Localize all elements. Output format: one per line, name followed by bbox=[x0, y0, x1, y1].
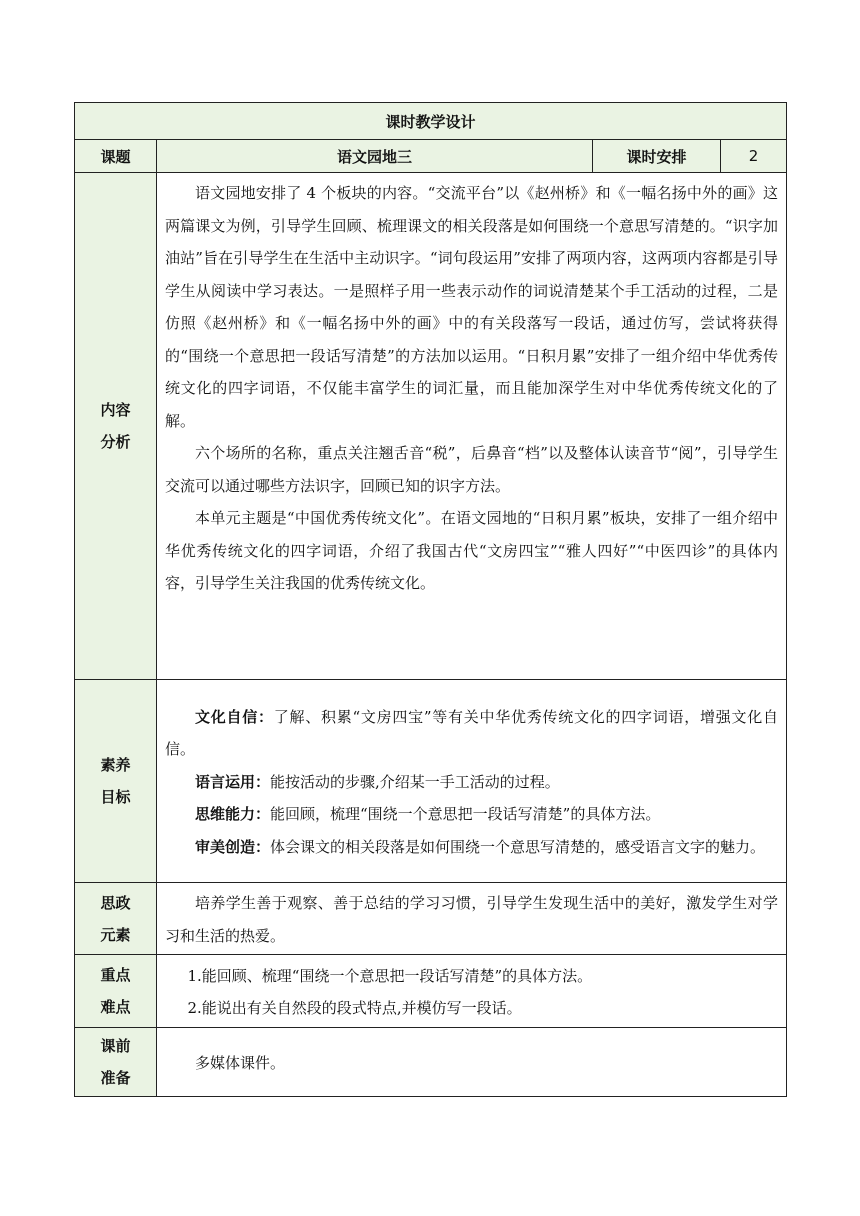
ideology-row bbox=[75, 883, 787, 955]
preparation-text bbox=[157, 1028, 787, 1097]
preparation-row bbox=[75, 1028, 787, 1097]
label-line: 难点 bbox=[100, 998, 131, 1016]
label-line: 思政 bbox=[100, 893, 131, 912]
label-line: 准备 bbox=[100, 1069, 131, 1087]
label-line: 素养 bbox=[100, 756, 131, 774]
paragraph: 多媒体课件。 bbox=[195, 1053, 286, 1072]
paragraph: 语文园地安排了 4 个板块的内容。“交流平台”以《赵州桥》和《一幅名扬中外的画》这两篇课文为例，引导学生回顾、梳理课文的相关段落是如何围绕一个意思写清楚的。“识字加油站”旨在引导学生在生活中主动识字。“词句段运用”安排了两项内容，这两项内容都是引导学生从阅读中学习表达。一是照样子用一些表示动作的词说清楚某个手工活动的过程，二是仿照《赵州桥》和《一幅名扬中外的画》中的有关段落写一段话，通过仿写，尝试将获得的“围绕一个意思把一段话写清楚”的方法加以运用。“日积月累”安排了一组介绍中华优秀传统文化的四字词语，不仅能丰富学生的词汇量，而且能加深学生对中华优秀传统文化的了解。 bbox=[165, 184, 779, 430]
label-line: 课前 bbox=[100, 1037, 131, 1055]
label-line: 重点 bbox=[100, 966, 131, 984]
content-analysis-text bbox=[157, 173, 787, 680]
goal-key: 审美创造： bbox=[195, 837, 271, 856]
goal-item bbox=[165, 831, 778, 864]
title-row bbox=[75, 103, 787, 140]
literacy-goals-row bbox=[75, 680, 787, 883]
goal-text: 体会课文的相关段落是如何围绕一个意思写清楚的，感受语言文字的魅力。 bbox=[270, 837, 766, 856]
topic-label: 课题 bbox=[75, 140, 157, 173]
literacy-goals-text bbox=[157, 680, 787, 883]
key-points-row bbox=[75, 955, 787, 1028]
goal-text: 能回顾，梳理“围绕一个意思把一段话写清楚”的具体方法。 bbox=[270, 805, 661, 824]
key-points-label bbox=[75, 955, 157, 1028]
label-line: 目标 bbox=[100, 788, 131, 806]
goal-item bbox=[165, 766, 778, 799]
ideology-text bbox=[157, 883, 787, 955]
schedule-label: 课时安排 bbox=[593, 140, 721, 173]
goal-text: 了解、积累“文房四宝”等有关中华优秀传统文化的四字词语，增强文化自信。 bbox=[165, 707, 779, 759]
content-analysis-row bbox=[75, 173, 787, 680]
goal-key: 语言运用： bbox=[195, 772, 271, 791]
schedule-value: 2 bbox=[721, 140, 787, 173]
key-point-item: 1.能回顾、梳理“围绕一个意思把一段话写清楚”的具体方法。 bbox=[187, 966, 593, 985]
lesson-design-table-wrapper bbox=[74, 102, 786, 1097]
key-point-item: 2.能说出有关自然段的段式特点,并模仿写一段话。 bbox=[187, 999, 522, 1017]
label-line: 内容 bbox=[100, 401, 131, 419]
goal-item bbox=[165, 798, 778, 831]
literacy-goals-label bbox=[75, 680, 157, 883]
table-title: 课时教学设计 bbox=[75, 103, 787, 140]
preparation-label bbox=[75, 1028, 157, 1097]
paragraph: 本单元主题是“中国优秀传统文化”。在语文园地的“日积月累”板块，安排了一组介绍中华优秀传统文化的四字词语，介绍了我国古代“文房四宝”“雅人四好”“中医四诊”的具体内容，引导学生关注我国的优秀传统文化。 bbox=[165, 509, 779, 592]
label-line: 分析 bbox=[100, 433, 131, 451]
goal-text: 能按活动的步骤,介绍某一手工活动的过程。 bbox=[270, 772, 560, 791]
topic-value: 语文园地三 bbox=[157, 140, 593, 173]
label-line: 元素 bbox=[100, 925, 131, 944]
paragraph: 培养学生善于观察、善于总结的学习习惯，引导学生发现生活中的美好，激发学生对学习和生活的热爱。 bbox=[165, 894, 779, 945]
goal-key: 思维能力： bbox=[195, 805, 271, 824]
ideology-label bbox=[75, 883, 157, 955]
paragraph: 六个场所的名称，重点关注翘舌音“税”，后鼻音“档”以及整体认读音节“阅”，引导学生交流可以通过哪些方法识字，回顾已知的识字方法。 bbox=[165, 444, 779, 495]
goal-item bbox=[165, 701, 778, 766]
key-points-text bbox=[157, 955, 787, 1028]
lesson-design-table bbox=[74, 102, 787, 1097]
topic-row bbox=[75, 140, 787, 173]
content-analysis-label bbox=[75, 173, 157, 680]
goal-key: 文化自信： bbox=[195, 707, 274, 726]
